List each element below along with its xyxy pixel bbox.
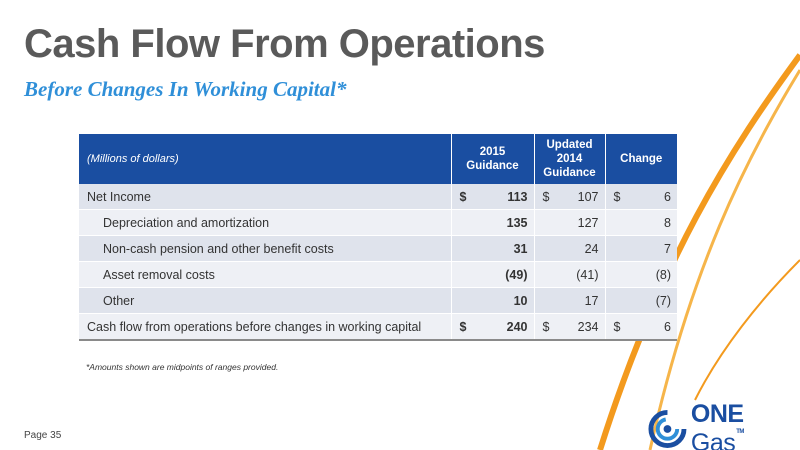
cell-value: 17	[584, 293, 599, 308]
cell-value: 234	[577, 319, 599, 334]
cell-change	[605, 210, 677, 236]
header-2015-guidance-line2: Guidance	[466, 160, 519, 172]
cell-value: (49)	[505, 267, 528, 282]
cell-value: 31	[513, 241, 528, 256]
cell-value: 107	[577, 189, 599, 204]
cell-value: 135	[506, 215, 528, 230]
cell-value: 8	[664, 215, 671, 230]
currency-symbol: $	[459, 319, 467, 334]
header-2015-guidance	[451, 134, 534, 184]
flame-swirl-icon	[648, 409, 687, 449]
cash-flow-table	[79, 134, 677, 341]
cell-updated-2014-guidance	[534, 184, 605, 210]
cell-updated-2014-guidance	[534, 262, 605, 288]
page-number: Page 35	[24, 430, 62, 441]
cell-value: 7	[664, 241, 671, 256]
cell-value: 6	[664, 319, 671, 334]
header-updated-line2: 2014	[556, 153, 583, 165]
header-updated-line1: Updated	[546, 139, 593, 151]
footnote: *Amounts shown are midpoints of ranges provided.	[86, 362, 279, 372]
one-gas-logo	[648, 400, 800, 450]
cell-value: 10	[513, 293, 528, 308]
units-header: (Millions of dollars)	[79, 134, 451, 184]
table-row-other	[79, 288, 677, 314]
row-label: Depreciation and amortization	[79, 210, 451, 236]
table-header-row	[79, 134, 677, 184]
row-label: Net Income	[79, 184, 451, 210]
currency-symbol: $	[613, 189, 621, 204]
cell-2015-guidance	[451, 288, 534, 314]
cell-value: 240	[506, 319, 528, 334]
cell-2015-guidance	[451, 210, 534, 236]
page-title: Cash Flow From Operations	[24, 22, 545, 66]
row-label: Cash flow from operations before changes in working capital	[79, 314, 451, 341]
cell-2015-guidance	[451, 236, 534, 262]
cell-updated-2014-guidance	[534, 210, 605, 236]
currency-symbol: $	[542, 189, 550, 204]
cell-updated-2014-guidance	[534, 236, 605, 262]
cell-value: 127	[577, 215, 599, 230]
cell-updated-2014-guidance	[534, 288, 605, 314]
table-row-depreciation	[79, 210, 677, 236]
cell-2015-guidance	[451, 314, 534, 341]
header-2015-guidance-line1: 2015	[479, 146, 506, 158]
header-updated-2014-guidance	[534, 134, 605, 184]
cell-value: 24	[584, 241, 599, 256]
table-row-total	[79, 314, 677, 341]
row-label: Other	[79, 288, 451, 314]
row-label: Non-cash pension and other benefit costs	[79, 236, 451, 262]
cell-value: 6	[664, 189, 671, 204]
logo-trademark: TM	[736, 429, 744, 435]
logo-wordmark-one: ONE	[690, 400, 744, 428]
header-change: Change	[605, 134, 677, 184]
table-row-asset-removal	[79, 262, 677, 288]
cell-value: (7)	[655, 293, 671, 308]
cell-2015-guidance	[451, 262, 534, 288]
cell-change	[605, 262, 677, 288]
cell-updated-2014-guidance	[534, 314, 605, 341]
table-row-pension	[79, 236, 677, 262]
cell-2015-guidance	[451, 184, 534, 210]
page-subtitle: Before Changes In Working Capital*	[24, 77, 347, 101]
currency-symbol: $	[613, 319, 621, 334]
cell-value: 113	[507, 189, 528, 204]
cell-change	[605, 314, 677, 341]
cell-value: (8)	[655, 267, 671, 282]
currency-symbol: $	[459, 189, 467, 204]
currency-symbol: $	[542, 319, 550, 334]
table-row-net-income	[79, 184, 677, 210]
logo-wordmark-gas: Gas	[690, 429, 736, 450]
header-updated-line3: Guidance	[543, 167, 596, 179]
cell-change	[605, 236, 677, 262]
logo-wordmark	[691, 400, 800, 450]
cell-value: (41)	[576, 267, 599, 282]
row-label: Asset removal costs	[79, 262, 451, 288]
cell-change	[605, 288, 677, 314]
cell-change	[605, 184, 677, 210]
